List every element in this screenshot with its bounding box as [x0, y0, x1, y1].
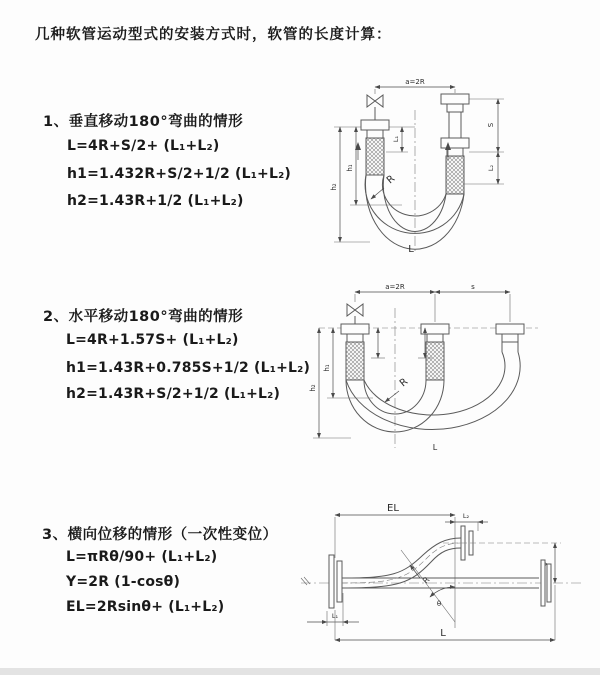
section-1-formula-h2: h2=1.43R+1/2 (L₁+L₂)	[67, 193, 244, 209]
section-2-formula-h1: h1=1.43R+0.785S+1/2 (L₁+L₂)	[66, 360, 311, 376]
dim-label-theta: θ	[436, 600, 442, 608]
dim-label-h2: h₂	[330, 183, 338, 191]
section-3-formula-y: Y=2R (1-cosθ)	[66, 574, 181, 590]
right-pipe-assembly	[441, 94, 469, 194]
section-3-heading: 3、横向位移的情形（一次性变位）	[42, 527, 278, 543]
dim-label-s: S	[487, 122, 495, 128]
right-pipe-assembly	[496, 324, 524, 352]
dim-label-el: EL	[387, 503, 399, 514]
dim-label-l1: L₁	[392, 135, 400, 143]
diagram-lateral-displacement	[293, 498, 593, 653]
dim-label-shift: s	[471, 283, 475, 291]
valve-icon	[347, 304, 363, 324]
section-2-formula-h2: h2=1.43R+S/2+1/2 (L₁+L₂)	[66, 386, 281, 402]
section-3-formula-el: EL=2Rsinθ+ (L₁+L₂)	[66, 599, 225, 615]
section-1-formula-h1: h1=1.432R+S/2+1/2 (L₁+L₂)	[67, 166, 292, 182]
dim-label-h2: h₂	[309, 384, 317, 392]
dim-label-span: a=2R	[405, 78, 425, 86]
hose-s-curve	[342, 538, 461, 588]
valve-icon	[367, 95, 383, 120]
section-1-heading: 1、垂直移动180°弯曲的情形	[43, 114, 244, 130]
dim-label-h1: h₁	[346, 164, 354, 172]
dim-label-h1: h₁	[323, 364, 331, 372]
dim-label-radius: R	[384, 173, 398, 187]
break-mark-icon	[301, 577, 310, 585]
dim-label-radius: R	[421, 575, 432, 586]
dim-label-length: L	[440, 628, 446, 639]
section-2-heading: 2、水平移动180°弯曲的情形	[43, 309, 244, 325]
dim-label-span: a=2R	[385, 283, 405, 291]
dim-label-length: L	[432, 443, 438, 452]
left-pipe-assembly	[341, 324, 369, 380]
diagram-vertical-bend-180	[312, 72, 550, 260]
dim-label-l2: L₂	[487, 164, 495, 172]
left-pipe-assembly	[361, 120, 389, 175]
section-3-formula-l: L=πRθ/90+ (L₁+L₂)	[66, 549, 218, 565]
theta-angle	[401, 550, 455, 622]
dim-label-radius: R	[397, 376, 411, 390]
dim-label-length: L	[408, 244, 414, 255]
dim-label-l1: L₁	[331, 612, 339, 620]
scan-edge	[0, 668, 600, 675]
left-flange	[329, 555, 342, 608]
dim-label-l2: L₂	[462, 512, 470, 520]
section-2-formula-l: L=4R+1.57S+ (L₁+L₂)	[66, 332, 239, 348]
section-1-formula-l: L=4R+S/2+ (L₁+L₂)	[67, 138, 220, 154]
diagram-horizontal-bend-180	[303, 280, 555, 468]
page-title: 几种软管运动型式的安装方式时，软管的长度计算：	[35, 27, 392, 43]
